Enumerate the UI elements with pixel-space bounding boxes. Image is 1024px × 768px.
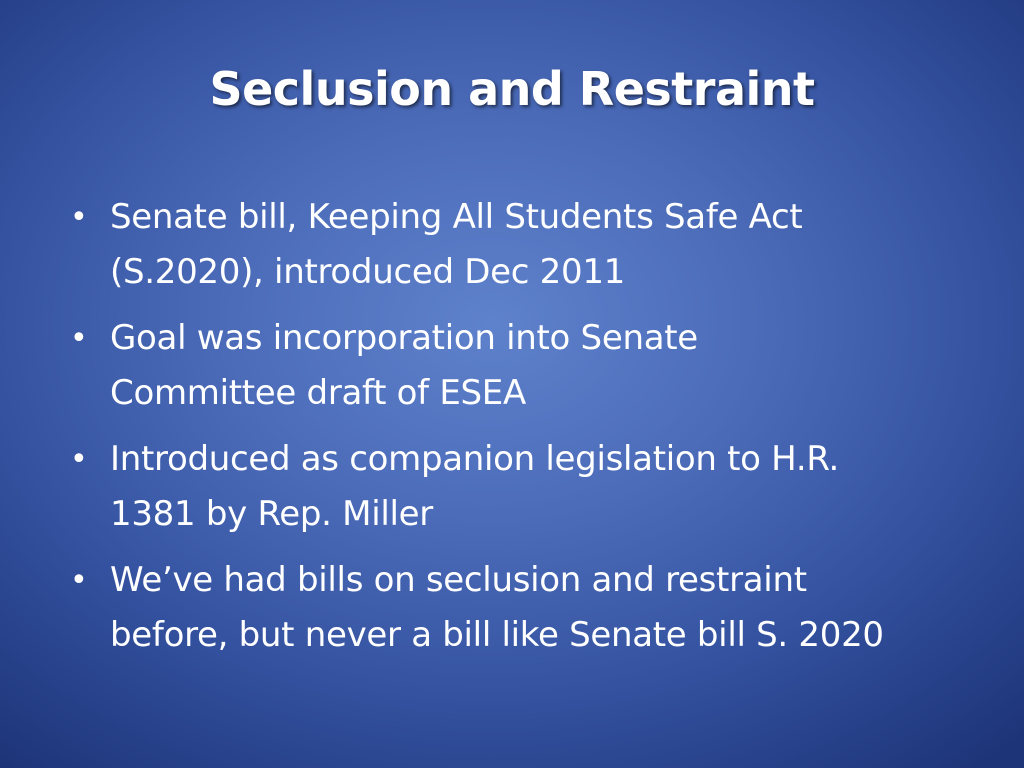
bullet-line: 1381 by Rep. Miller (110, 494, 433, 534)
bullet-line: before, but never a bill like Senate bill S. 2020 (110, 615, 884, 655)
bullet-line: We’ve had bills on seclusion and restraint (110, 560, 807, 600)
bullet-item (70, 311, 970, 421)
bullet-item (70, 190, 970, 300)
bullet-line: Goal was incorporation into Senate (110, 318, 698, 358)
bullet-line: (S.2020), introduced Dec 2011 (110, 252, 625, 292)
bullet-item (70, 553, 970, 663)
bullet-list (70, 190, 970, 674)
bullet-line: Senate bill, Keeping All Students Safe Act (110, 197, 803, 237)
bullet-line: Introduced as companion legislation to H.R. (110, 439, 839, 479)
bullet-dot-icon: • (70, 442, 88, 477)
bullet-dot-icon: • (70, 321, 88, 356)
bullet-line: Committee draft of ESEA (110, 373, 526, 413)
bullet-dot-icon: • (70, 200, 88, 235)
slide-title: Seclusion and Restraint (209, 62, 815, 116)
bullet-item (70, 432, 970, 542)
bullet-dot-icon: • (70, 563, 88, 598)
